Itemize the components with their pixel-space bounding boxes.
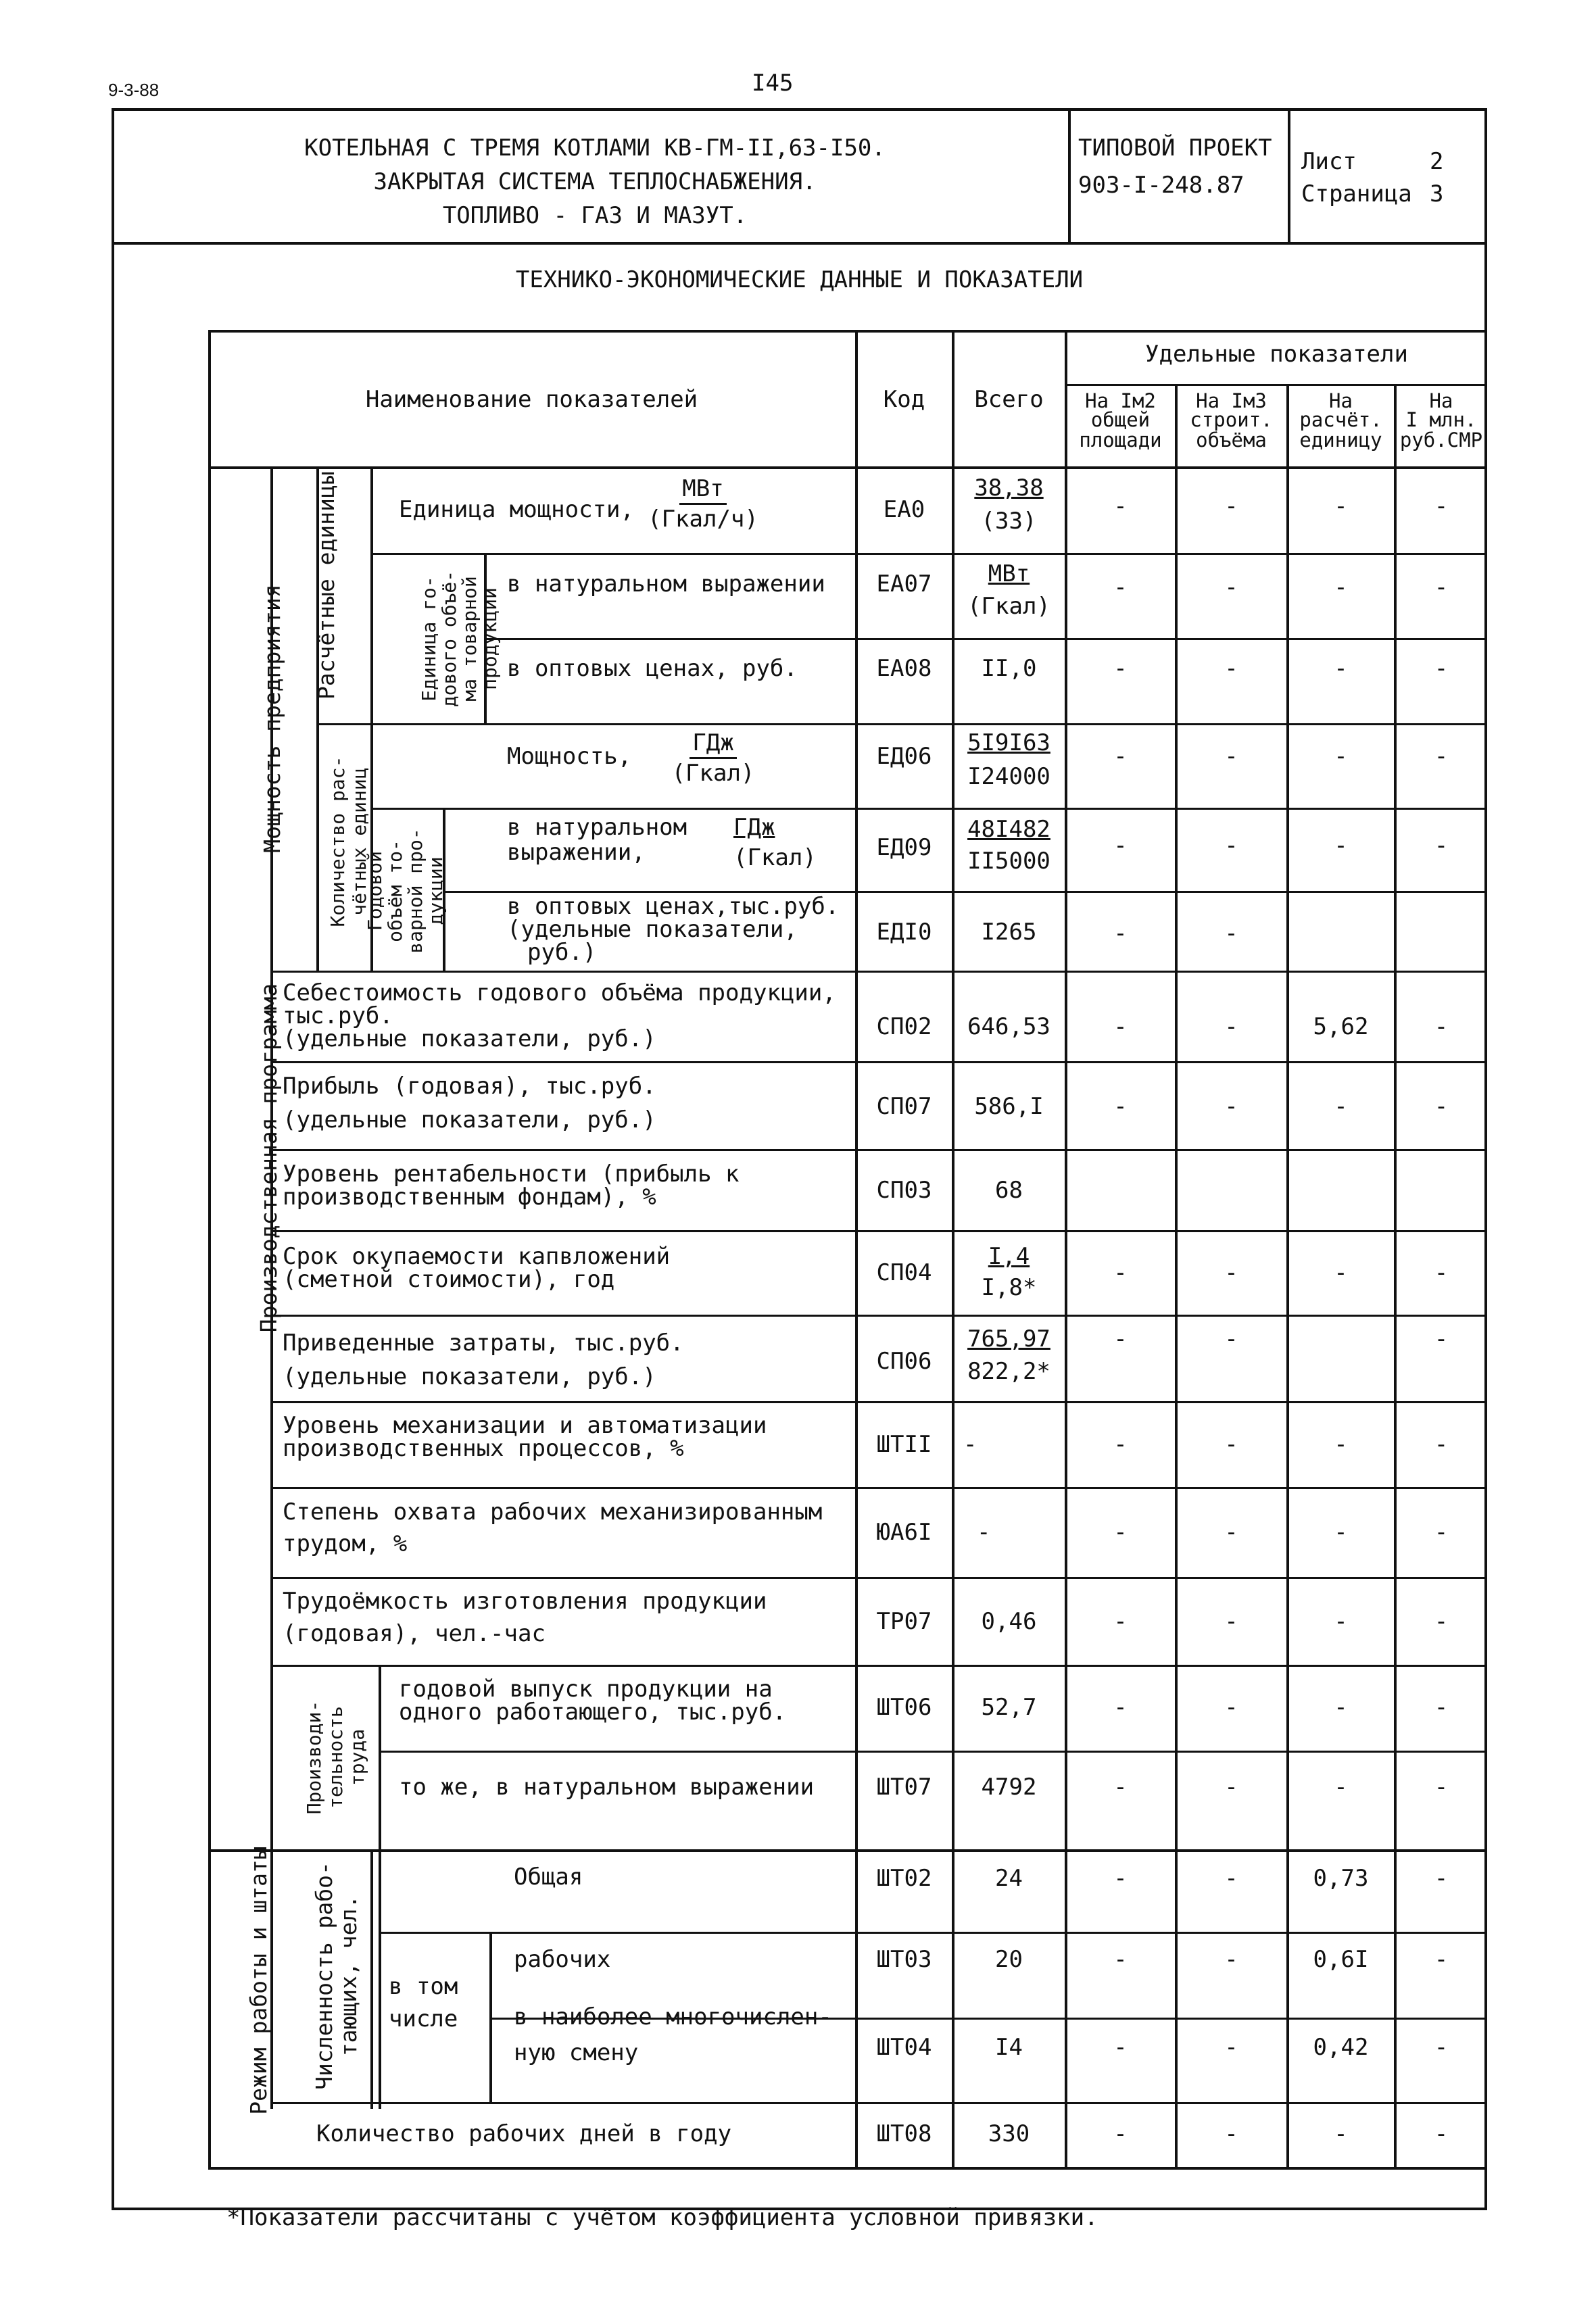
row-16-name-1: Общая (514, 1863, 583, 1891)
row-15-value-1: - (1113, 1774, 1128, 1801)
row-12-value-2: - (1224, 1519, 1238, 1546)
row-9-code: СП04 (876, 1259, 932, 1286)
row-12-value-3: - (1334, 1519, 1348, 1546)
group-production-program: Производственная программа (256, 983, 282, 1333)
row-9-value-1: - (1113, 1259, 1128, 1286)
group-labor-productivity-1: Производи- (303, 1700, 325, 1815)
header-divider (112, 242, 1487, 245)
row-4-value-3: - (1334, 832, 1348, 859)
group-annual-unit-1: Единица го- (418, 576, 440, 702)
page-label: Страница (1301, 180, 1412, 208)
row-14-name-2: одного работающего, тыс.руб. (399, 1699, 787, 1726)
row-13-name-1: Трудоёмкость изготовления продукции (283, 1588, 767, 1615)
row-11-value-2: - (1224, 1431, 1238, 1458)
row-1-value-1: - (1113, 574, 1128, 601)
col-per-area-3: площади (1079, 429, 1162, 452)
row-9-total-top: I,4 (988, 1243, 1030, 1270)
row-3-frac-bottom: (Гкал) (671, 760, 755, 787)
row-18-name-2: ную смену (514, 2039, 639, 2066)
row-7-value-3: - (1334, 1093, 1348, 1120)
row-12-value-1: - (1113, 1519, 1128, 1546)
row-13-value-3: - (1334, 1608, 1348, 1635)
col-per-unit-3: единицу (1299, 429, 1382, 452)
group-labor-productivity-2: тельность (324, 1706, 347, 1809)
row-5-value-2: - (1224, 920, 1238, 947)
row-2-name: в оптовых ценах, руб. (507, 655, 798, 682)
row-17-total: 20 (995, 1946, 1023, 1973)
row-9-value-2: - (1224, 1259, 1238, 1286)
row-18-value-3: 0,42 (1313, 2034, 1369, 2061)
row-12-name-2: трудом, % (283, 1530, 408, 1557)
col-per-area-1: На Iм2 (1085, 389, 1156, 412)
col-code-header: Код (883, 386, 925, 413)
group-staff-count-2: тающих, чел. (335, 1895, 362, 2057)
row-6-name-2: тыс.руб. (283, 1002, 393, 1029)
row-3-value-4: - (1434, 743, 1449, 770)
row-10-value-4: - (1434, 1325, 1449, 1353)
row-1-value-4: - (1434, 574, 1449, 601)
row-10-name-1: Приведенные затраты, тыс.руб. (283, 1330, 684, 1357)
row-15-value-4: - (1434, 1774, 1449, 1801)
row-2-total: II,0 (981, 655, 1037, 682)
row-0-frac-top: МВт (679, 474, 726, 505)
series-code: 9-3-88 (108, 80, 160, 100)
row-6-name-3: (удельные показатели, руб.) (283, 1025, 656, 1052)
row-6-value-2: - (1224, 1013, 1238, 1040)
row-0-value-3: - (1334, 493, 1348, 520)
row-1-total-bottom: (Гкал) (967, 593, 1050, 620)
row-15-value-2: - (1224, 1774, 1238, 1801)
row-3-total-bottom: I24000 (967, 763, 1050, 790)
page-number: I45 (752, 70, 794, 97)
row-2-value-2: - (1224, 655, 1238, 682)
header-title-1: КОТЕЛЬНАЯ С ТРЕМЯ КОТЛАМИ КВ-ГМ-II,63-I50. (304, 135, 886, 162)
group-annual-volume-3: варной про- (404, 828, 427, 954)
group-calc-count-1: Количество рас- (327, 756, 349, 927)
row-11-name-2: производственных процессов, % (283, 1435, 684, 1462)
row-4-value-4: - (1434, 832, 1449, 859)
row-17-value-1: - (1113, 1946, 1128, 1973)
row-13-value-1: - (1113, 1608, 1128, 1635)
row-12-total: - (977, 1519, 991, 1546)
row-13-value-2: - (1224, 1608, 1238, 1635)
row-3-value-1: - (1113, 743, 1128, 770)
row-18-value-1: - (1113, 2034, 1128, 2061)
group-enterprise-capacity: Мощность предприятия (259, 584, 285, 853)
row-13-value-4: - (1434, 1608, 1449, 1635)
row-16-total: 24 (995, 1865, 1023, 1892)
row-3-total-top: 5I9I63 (967, 729, 1050, 756)
row-5-total: I265 (981, 919, 1037, 946)
row-17-name-1: рабочих (514, 1946, 611, 1973)
row-0-frac-bottom: (Гкал/ч) (648, 506, 758, 533)
row-10-value-1: - (1113, 1325, 1128, 1353)
row-15-code: ШТ07 (876, 1774, 932, 1801)
row-13-name-2: (годовая), чел.-час (283, 1620, 546, 1647)
row-12-name-1: Степень охвата рабочих механизированным (283, 1498, 823, 1526)
group-annual-unit-2: дового объё- (438, 570, 460, 708)
row-18-total: I4 (995, 2034, 1023, 2061)
row-5-name-3: руб.) (527, 939, 597, 966)
header-title-3: ТОПЛИВО - ГАЗ И МАЗУТ. (442, 202, 748, 229)
row-8-code: СП03 (876, 1177, 932, 1204)
col-per-area-2: общей (1090, 408, 1151, 431)
row-16-value-2: - (1224, 1865, 1238, 1892)
row-7-value-4: - (1434, 1093, 1449, 1120)
row-0-total-top: 38,38 (974, 474, 1044, 502)
row-18-code: ШТ04 (876, 2034, 932, 2061)
project-label: ТИПОВОЙ ПРОЕКТ (1078, 135, 1272, 162)
row-5-code: ЕДI0 (876, 919, 932, 946)
row-15-name-1: то же, в натуральном выражении (399, 1774, 815, 1801)
row-19-value-2: - (1224, 2120, 1238, 2147)
row-3-name: Мощность, (507, 743, 632, 770)
col-per-volume-2: строит. (1190, 408, 1273, 431)
row-6-name-1: Себестоимость годового объёма продукции, (283, 979, 836, 1006)
row-3-value-2: - (1224, 743, 1238, 770)
including-2: числе (389, 2005, 458, 2032)
row-9-value-3: - (1334, 1259, 1348, 1286)
row-4-code: ЕД09 (876, 834, 932, 861)
row-1-total-top: МВт (988, 560, 1030, 587)
row-11-value-3: - (1334, 1431, 1348, 1458)
group-annual-unit-4: продукции (479, 587, 501, 690)
row-6-value-4: - (1434, 1013, 1449, 1040)
col-per-volume-3: объёма (1196, 429, 1267, 452)
row-2-code: ЕА08 (876, 655, 932, 682)
row-8-name-1: Уровень рентабельности (прибыль к (283, 1161, 740, 1188)
row-1-value-2: - (1224, 574, 1238, 601)
group-calc-units: Расчётные единицы (313, 471, 339, 700)
row-2-value-1: - (1113, 655, 1128, 682)
row-9-name-2: (сметной стоимости), год (283, 1266, 615, 1293)
row-18-value-2: - (1224, 2034, 1238, 2061)
col-total-header: Всего (974, 386, 1044, 413)
row-7-value-2: - (1224, 1093, 1238, 1120)
row-14-name-1: годовой выпуск продукции на (399, 1676, 773, 1703)
row-0-value-4: - (1434, 493, 1449, 520)
row-12-value-4: - (1434, 1519, 1449, 1546)
group-labor-productivity-3: труда (346, 1728, 368, 1786)
row-15-total: 4792 (981, 1774, 1037, 1801)
row-3-value-3: - (1334, 743, 1348, 770)
row-9-value-4: - (1434, 1259, 1449, 1286)
row-9-name-1: Срок окупаемости капвложений (283, 1243, 671, 1270)
col-specific-header: Удельные показатели (1145, 341, 1408, 368)
row-11-value-4: - (1434, 1431, 1449, 1458)
row-5-name-1: в оптовых ценах,тыс.руб. (507, 893, 840, 920)
row-5-value-1: - (1113, 920, 1128, 947)
row-14-value-4: - (1434, 1694, 1449, 1721)
row-10-name-2: (удельные показатели, руб.) (283, 1363, 656, 1390)
row-7-name-2: (удельные показатели, руб.) (283, 1106, 656, 1134)
row-5-name-2: (удельные показатели, (507, 916, 798, 943)
row-11-name-1: Уровень механизации и автоматизации (283, 1412, 767, 1439)
row-16-value-3: 0,73 (1313, 1865, 1369, 1892)
row-13-total: 0,46 (981, 1608, 1037, 1635)
row-4-name-1: в натуральном (507, 814, 687, 841)
row-6-total: 646,53 (967, 1013, 1050, 1040)
row-4-value-1: - (1113, 832, 1128, 859)
project-number: 903-I-248.87 (1078, 172, 1244, 199)
row-10-value-2: - (1224, 1325, 1238, 1353)
row-0-fraction (635, 474, 771, 533)
row-17-value-3: 0,6I (1313, 1946, 1369, 1973)
row-7-value-1: - (1113, 1093, 1128, 1120)
row-10-total-bottom: 822,2* (967, 1358, 1050, 1385)
col-per-volume-1: На Iм3 (1196, 389, 1267, 412)
row-11-code: ШТII (876, 1431, 932, 1458)
row-4-frac-bottom: (Гкал) (733, 844, 817, 871)
row-17-value-4: - (1434, 1946, 1449, 1973)
row-14-code: ШТ06 (876, 1694, 932, 1721)
row-4-frac-top: ГДж (733, 814, 775, 841)
row-7-total: 586,I (974, 1093, 1044, 1120)
col-per-million-2: I млн. (1405, 408, 1477, 431)
row-12-code: ЮА6I (876, 1519, 932, 1546)
row-11-total: - (963, 1431, 977, 1458)
group-annual-volume-1: Годовой (364, 851, 386, 931)
col-per-unit-1: На (1329, 389, 1353, 412)
row-16-code: ШТ02 (876, 1865, 932, 1892)
header-title-2: ЗАКРЫТАЯ СИСТЕМА ТЕПЛОСНАБЖЕНИЯ. (373, 168, 817, 195)
row-16-value-1: - (1113, 1865, 1128, 1892)
row-18-name-1: в наиболее многочислен- (514, 2003, 832, 2030)
page-value: 3 (1430, 180, 1444, 208)
row-0-total-bottom: (33) (981, 508, 1037, 535)
row-19-value-3: - (1334, 2120, 1348, 2147)
row-2-value-4: - (1434, 655, 1449, 682)
row-3-frac-top: ГДж (690, 729, 736, 759)
group-calc-count-2: чётных единиц (348, 767, 370, 916)
section-title: ТЕХНИКО-ЭКОНОМИЧЕСКИЕ ДАННЫЕ И ПОКАЗАТЕЛИ (515, 266, 1084, 293)
col-name-header: Наименование показателей (365, 386, 698, 413)
col-per-million-3: руб.СМР (1399, 429, 1483, 452)
row-17-code: ШТ03 (876, 1946, 932, 1973)
row-18-value-4: - (1434, 2034, 1449, 2061)
row-4-total-bottom: II5000 (967, 848, 1050, 875)
col-per-unit-2: расчёт. (1299, 408, 1382, 431)
row-6-value-1: - (1113, 1013, 1128, 1040)
row-16-value-4: - (1434, 1865, 1449, 1892)
group-annual-unit-3: ма товарной (458, 576, 481, 702)
row-0-code: ЕА0 (883, 496, 925, 523)
row-4-total-top: 48I482 (967, 816, 1050, 843)
group-work-mode: Режим работы и штаты (245, 1846, 272, 2115)
group-annual-volume-4: дукции (425, 856, 447, 925)
row-11-value-1: - (1113, 1431, 1128, 1458)
row-0-name: Единица мощности, (399, 496, 634, 523)
row-1-value-3: - (1334, 574, 1348, 601)
row-17-value-2: - (1224, 1946, 1238, 1973)
row-6-value-3: 5,62 (1313, 1013, 1369, 1040)
row-10-total-top: 765,97 (967, 1325, 1050, 1353)
row-19-name-1: Количество рабочих дней в году (316, 2120, 732, 2147)
row-2-value-3: - (1334, 655, 1348, 682)
row-0-value-2: - (1224, 493, 1238, 520)
row-19-code: ШТ08 (876, 2120, 932, 2147)
row-6-code: СП02 (876, 1013, 932, 1040)
row-3-code: ЕД06 (876, 743, 932, 770)
row-13-code: ТР07 (876, 1608, 932, 1635)
group-staff-count-1: Численность рабо- (311, 1861, 337, 2090)
sheet-value: 2 (1430, 148, 1444, 175)
including-1: в том (389, 1973, 458, 2000)
row-3-fraction (656, 729, 771, 787)
col-per-million-1: На (1429, 389, 1453, 412)
row-9-total-bottom: I,8* (981, 1274, 1037, 1301)
row-19-value-1: - (1113, 2120, 1128, 2147)
row-1-code: ЕА07 (876, 570, 932, 598)
group-annual-volume-2: объём то- (384, 839, 406, 942)
row-4-value-2: - (1224, 832, 1238, 859)
row-1-name: в натуральном выражении (507, 570, 825, 598)
row-14-value-1: - (1113, 1694, 1128, 1721)
row-7-name-1: Прибыль (годовая), тыс.руб. (283, 1073, 656, 1100)
row-10-code: СП06 (876, 1348, 932, 1375)
row-0-value-1: - (1113, 493, 1128, 520)
row-4-name-2: выражении, (507, 839, 646, 866)
row-14-value-3: - (1334, 1694, 1348, 1721)
row-7-code: СП07 (876, 1093, 932, 1120)
row-19-total: 330 (988, 2120, 1030, 2147)
footnote: *Показатели рассчитаны с учётом коэффициента условной привязки. (226, 2204, 1098, 2231)
row-14-value-2: - (1224, 1694, 1238, 1721)
row-8-name-2: производственным фондам), % (283, 1184, 656, 1211)
row-14-total: 52,7 (981, 1694, 1037, 1721)
row-8-total: 68 (995, 1177, 1023, 1204)
row-15-value-3: - (1334, 1774, 1348, 1801)
sheet-label: Лист (1301, 148, 1357, 175)
row-19-value-4: - (1434, 2120, 1449, 2147)
